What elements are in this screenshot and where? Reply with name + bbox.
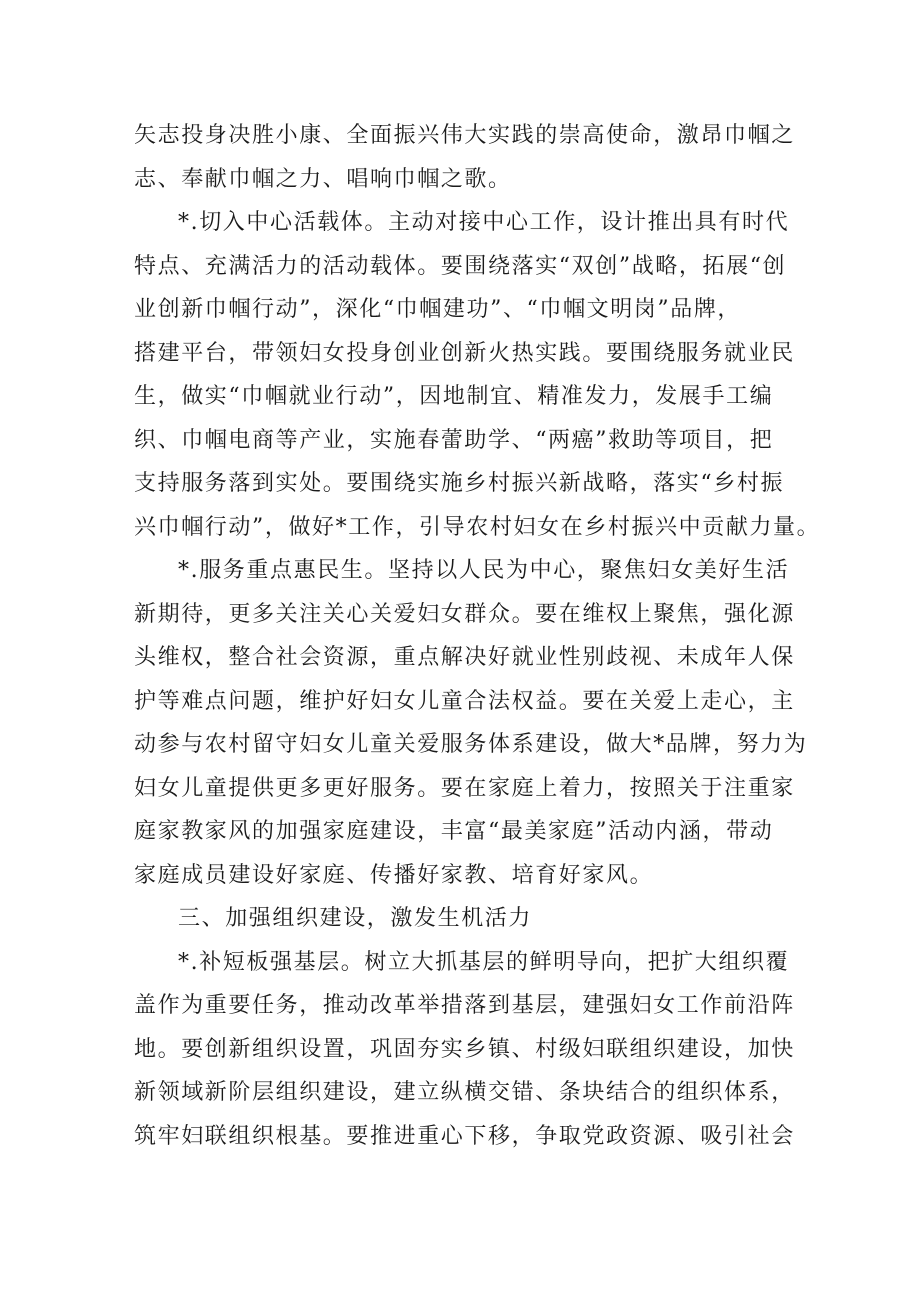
- text-line: 生，做实“巾帼就业行动”，因地制宜、精准发力，发展手工编: [134, 384, 774, 409]
- text-line: 地。要创新组织设置，巩固夯实乡镇、村级妇联组织建设，加快: [134, 1036, 795, 1062]
- text-line: 支持服务落到实处。要围绕实施乡村振兴新战略，落实“乡村振: [134, 471, 785, 496]
- document-body: [134, 114, 821, 1158]
- text-line: 织、巾帼电商等产业，实施春蕾助学、“两癌”救助等项目，把: [134, 427, 774, 453]
- text-line: 盖作为重要任务，推动改革举措落到基层，建强妇女工作前沿阵: [134, 993, 795, 1018]
- text-line: *.服务重点惠民生。坚持以人民为中心，聚焦妇女美好生活: [178, 558, 790, 583]
- text-line: 业创新巾帼行动”，深化“巾帼建功”、“巾帼文明岗”品牌，: [134, 297, 742, 322]
- text-line: 动参与农村留守妇女儿童关爱服务体系建设，做大*品牌，努力为: [134, 732, 808, 757]
- text-line: 妇女儿童提供更多更好服务。要在家庭上着力，按照关于注重家: [134, 775, 795, 801]
- text-line: *.切入中心活载体。主动对接中心工作，设计推出具有时代: [178, 210, 790, 235]
- text-line: 头维权，整合社会资源，重点解决好就业性别歧视、未成年人保: [134, 645, 795, 670]
- text-line: 矢志投身决胜小康、全面振兴伟大实践的崇高使命，激昂巾帼之: [134, 123, 795, 148]
- text-line: 特点、充满活力的活动载体。要围绕落实“双创”战略，拓展“创: [134, 253, 787, 279]
- section-heading: 三、加强组织建设，激发生机活力: [178, 906, 533, 931]
- text-line: 新领域新阶层组织建设，建立纵横交错、条块结合的组织体系，: [134, 1080, 795, 1105]
- text-line: 庭家教家风的加强家庭建设，丰富“最美家庭”活动内涵，带动: [134, 819, 774, 844]
- text-line: 搭建平台，带领妇女投身创业创新火热实践。要围绕服务就业民: [134, 340, 795, 366]
- text-line: 筑牢妇联组织根基。要推进重心下移，争取党政资源、吸引社会: [134, 1123, 795, 1149]
- text-line: 志、奉献巾帼之力、唱响巾帼之歌。: [134, 166, 512, 192]
- text-line: 兴巾帼行动”，做好*工作，引导农村妇女在乡村振兴中贡献力量。: [134, 514, 821, 540]
- text-line: *.补短板强基层。树立大抓基层的鲜明导向，把扩大组织覆: [178, 949, 790, 975]
- text-line: 家庭成员建设好家庭、传播好家教、培育好家风。: [134, 862, 654, 888]
- text-line: 新期待，更多关注关心关爱妇女群众。要在维权上聚焦，强化源: [134, 601, 795, 627]
- text-line: 护等难点问题，维护好妇女儿童合法权益。要在关爱上走心，主: [134, 688, 795, 714]
